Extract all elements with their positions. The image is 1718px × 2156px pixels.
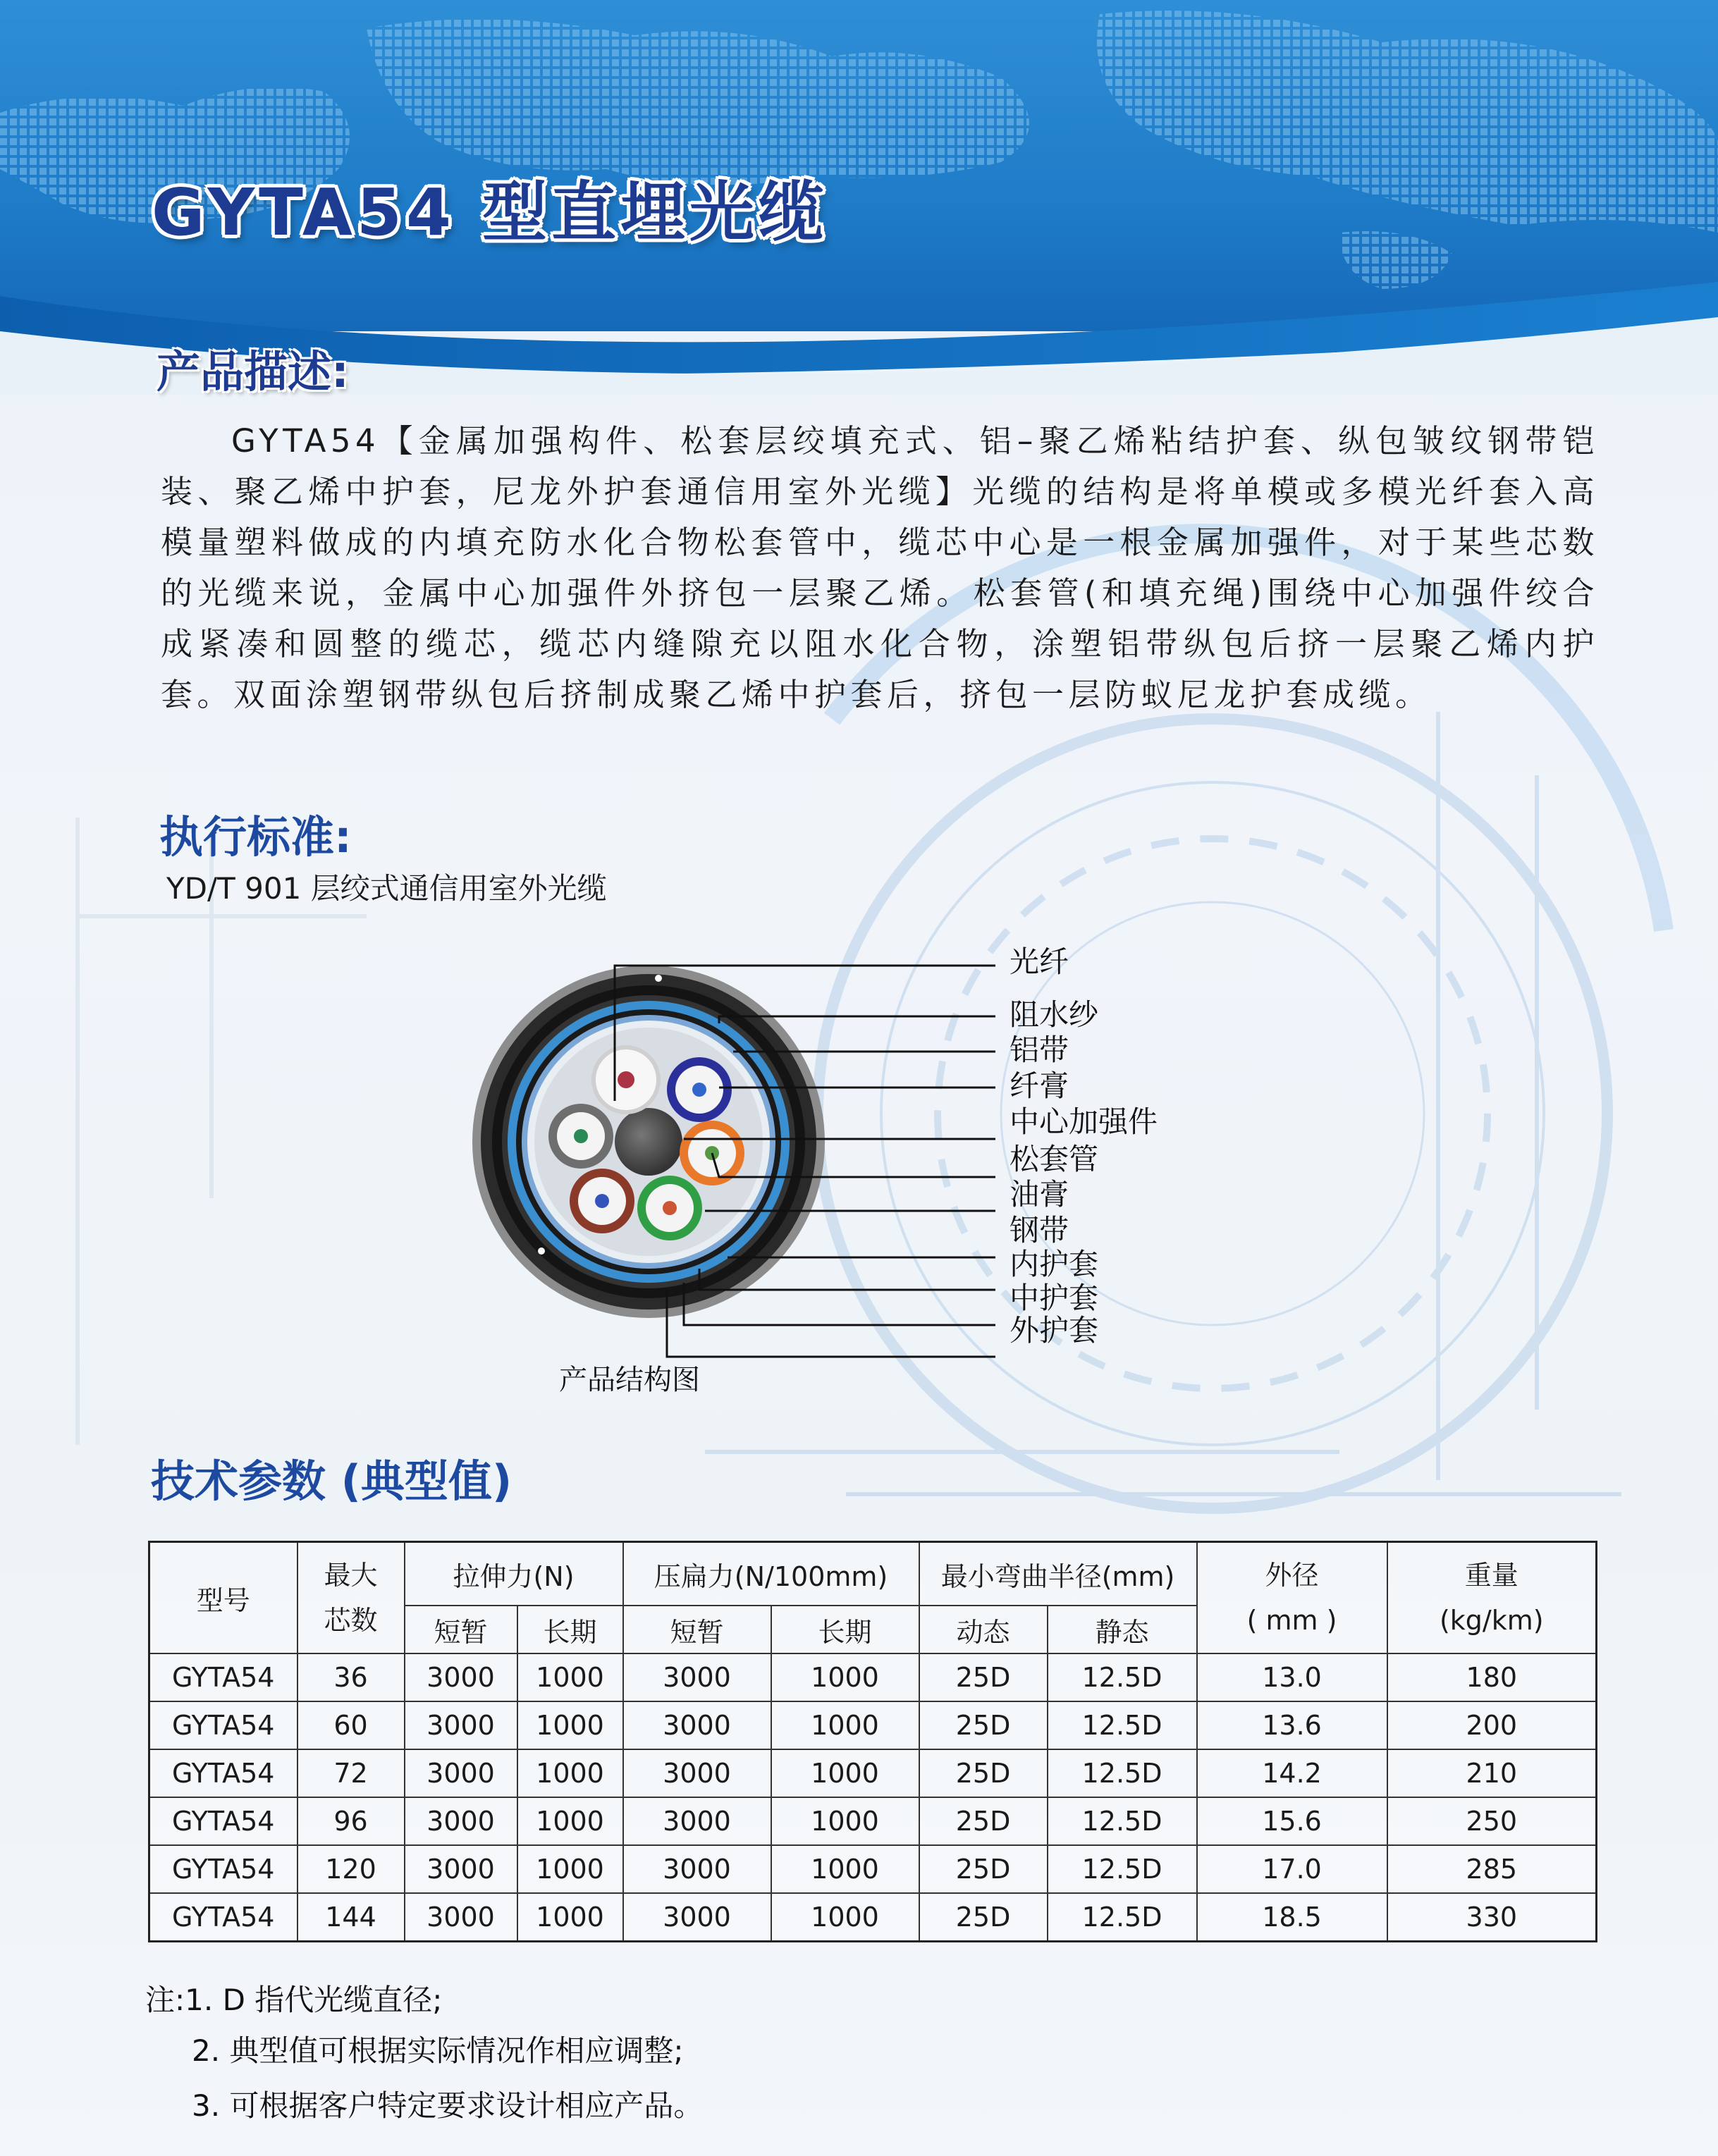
standard-text: YD/T 901 层绞式通信用室外光缆 [166, 871, 607, 906]
cell-tensile-short: 3000 [405, 1797, 517, 1845]
header-weight: 重量 (kg/km) [1387, 1542, 1597, 1654]
cell-diameter: 17.0 [1197, 1845, 1387, 1893]
header-crush-long: 长期 [771, 1606, 919, 1653]
label-steel-tape: 钢带 [1010, 1213, 1069, 1248]
cell-crush-short: 3000 [623, 1893, 771, 1942]
cell-tensile-short: 3000 [405, 1893, 517, 1942]
header-tensile-short: 短暂 [405, 1606, 517, 1653]
cell-bend-dynamic: 25D [919, 1797, 1048, 1845]
cell-bend-dynamic: 25D [919, 1749, 1048, 1797]
header-crush: 压扁力(N/100mm) [623, 1542, 919, 1606]
cell-crush-short: 3000 [623, 1701, 771, 1749]
cell-bend-static: 12.5D [1048, 1653, 1197, 1701]
cell-model: GYTA54 [149, 1893, 297, 1942]
cell-model: GYTA54 [149, 1701, 297, 1749]
cell-bend-dynamic: 25D [919, 1893, 1048, 1942]
table-row [149, 1845, 1597, 1893]
cell-diameter: 14.2 [1197, 1749, 1387, 1797]
central-strength-member [615, 1108, 682, 1176]
cell-weight: 200 [1387, 1701, 1597, 1749]
cell-crush-short: 3000 [623, 1653, 771, 1701]
cell-weight: 330 [1387, 1893, 1597, 1942]
cell-crush-long: 1000 [771, 1797, 919, 1845]
loose-tube-gray [548, 1104, 613, 1169]
cell-crush-short: 3000 [623, 1749, 771, 1797]
cell-crush-long: 1000 [771, 1749, 919, 1797]
note-1: 注:1. D 指代光缆直径; [145, 1983, 443, 2017]
header-diameter: 外径 ( mm ) [1197, 1542, 1387, 1654]
cell-bend-static: 12.5D [1048, 1797, 1197, 1845]
cell-diameter: 18.5 [1197, 1893, 1387, 1942]
loose-tube-white [594, 1047, 658, 1112]
label-central-strength-member: 中心加强件 [1010, 1104, 1158, 1139]
table-row [149, 1749, 1597, 1797]
cell-diameter: 13.6 [1197, 1701, 1387, 1749]
cell-weight: 180 [1387, 1653, 1597, 1701]
cell-tensile-short: 3000 [405, 1749, 517, 1797]
label-middle-sheath: 中护套 [1010, 1281, 1099, 1315]
cell-bend-static: 12.5D [1048, 1893, 1197, 1942]
cell-weight: 250 [1387, 1797, 1597, 1845]
cell-weight: 210 [1387, 1749, 1597, 1797]
standard-heading: 执行标准: [159, 811, 352, 863]
label-filling-compound: 油膏 [1010, 1177, 1069, 1212]
header-bend-static: 静态 [1048, 1606, 1197, 1653]
cell-tensile-long: 1000 [517, 1893, 623, 1942]
cell-max-cores: 96 [297, 1797, 405, 1845]
cell-diameter: 15.6 [1197, 1797, 1387, 1845]
cell-weight: 285 [1387, 1845, 1597, 1893]
cell-model: GYTA54 [149, 1653, 297, 1701]
cell-bend-dynamic: 25D [919, 1701, 1048, 1749]
header-bend-dynamic: 动态 [919, 1606, 1048, 1653]
parameter-table [148, 1541, 1597, 1942]
description-heading: 产品描述: [157, 346, 349, 398]
cell-bend-static: 12.5D [1048, 1701, 1197, 1749]
cell-max-cores: 36 [297, 1653, 405, 1701]
label-water-blocking-yarn: 阻水纱 [1010, 997, 1099, 1032]
page-title: GYTA54 型直埋光缆 [152, 175, 828, 250]
cell-tensile-short: 3000 [405, 1701, 517, 1749]
cell-diameter: 13.0 [1197, 1653, 1387, 1701]
cell-tensile-long: 1000 [517, 1653, 623, 1701]
table-row [149, 1653, 1597, 1701]
table-row [149, 1893, 1597, 1942]
header-model: 型号 [149, 1542, 297, 1654]
header-tensile-long: 长期 [517, 1606, 623, 1653]
cell-tensile-long: 1000 [517, 1797, 623, 1845]
loose-tube-brown [570, 1169, 634, 1233]
cell-tensile-long: 1000 [517, 1701, 623, 1749]
header-max-cores: 最大芯数 [297, 1542, 405, 1654]
cell-crush-long: 1000 [771, 1893, 919, 1942]
cell-model: GYTA54 [149, 1797, 297, 1845]
label-inner-sheath: 内护套 [1010, 1247, 1099, 1281]
table-heading: 技术参数 (典型值) [151, 1455, 513, 1507]
label-fiber-gel: 纤膏 [1010, 1068, 1069, 1103]
cell-crush-long: 1000 [771, 1701, 919, 1749]
cell-max-cores: 120 [297, 1845, 405, 1893]
cell-max-cores: 144 [297, 1893, 405, 1942]
cell-crush-long: 1000 [771, 1845, 919, 1893]
cell-tensile-short: 3000 [405, 1845, 517, 1893]
cell-max-cores: 72 [297, 1749, 405, 1797]
label-aluminum-tape: 铝带 [1010, 1033, 1069, 1067]
note-3: 3. 可根据客户特定要求设计相应产品。 [192, 2088, 704, 2123]
table-row [149, 1701, 1597, 1749]
cell-bend-static: 12.5D [1048, 1845, 1197, 1893]
loose-tube-green [637, 1176, 702, 1240]
cell-crush-short: 3000 [623, 1797, 771, 1845]
cell-tensile-long: 1000 [517, 1749, 623, 1797]
header-tensile: 拉伸力(N) [405, 1542, 623, 1606]
loose-tube-blue [667, 1057, 732, 1122]
cell-model: GYTA54 [149, 1749, 297, 1797]
label-outer-sheath: 外护套 [1010, 1313, 1099, 1348]
label-fiber: 光纤 [1010, 944, 1069, 979]
cell-crush-long: 1000 [771, 1653, 919, 1701]
header-crush-short: 短暂 [623, 1606, 771, 1653]
note-2: 2. 典型值可根据实际情况作相应调整; [192, 2033, 684, 2068]
cell-model: GYTA54 [149, 1845, 297, 1893]
cell-tensile-long: 1000 [517, 1845, 623, 1893]
cell-bend-static: 12.5D [1048, 1749, 1197, 1797]
cell-tensile-short: 3000 [405, 1653, 517, 1701]
header-bend-radius: 最小弯曲半径(mm) [919, 1542, 1197, 1606]
cell-crush-short: 3000 [623, 1845, 771, 1893]
cell-bend-dynamic: 25D [919, 1653, 1048, 1701]
description-text: GYTA54【金属加强构件、松套层绞填充式、铝–聚乙烯粘结护套、纵包皱纹钢带铠装、聚乙烯中护套，尼龙外护套通信用室外光缆】光缆的结构是将单模或多模光纤套入高模量塑料做成的内填充防水化合物松套管中，缆芯中心是一根金属加强件，对于某些芯数的光缆来说，金属中心加强件外挤包一层聚乙烯。松套管(和填充绳)围绕中心加强件绞合成紧凑和圆整的缆芯，缆芯内缝隙充以阻水化合物，涂塑铝带纵包后挤一层聚乙烯内护套。双面涂塑钢带纵包后挤制成聚乙烯中护套后，挤包一层防蚁尼龙护套成缆。 [161, 422, 1599, 713]
label-loose-tube: 松套管 [1010, 1142, 1099, 1176]
cell-bend-dynamic: 25D [919, 1845, 1048, 1893]
diagram-caption: 产品结构图 [559, 1364, 700, 1396]
cell-max-cores: 60 [297, 1701, 405, 1749]
table-row [149, 1797, 1597, 1845]
